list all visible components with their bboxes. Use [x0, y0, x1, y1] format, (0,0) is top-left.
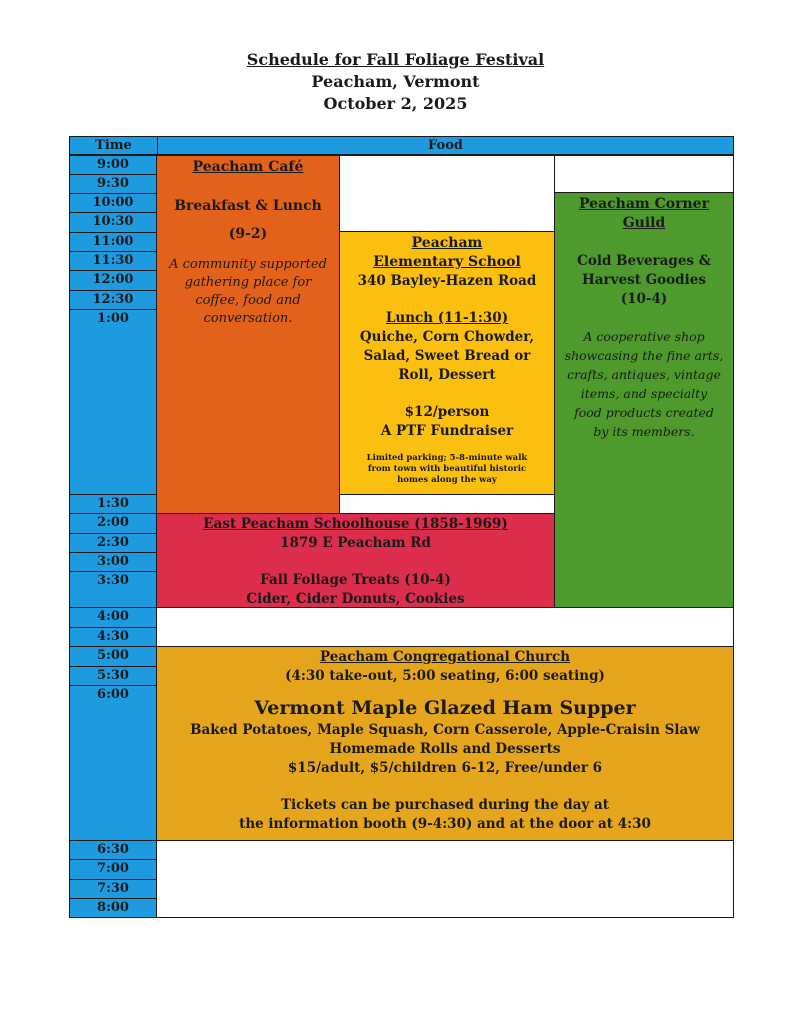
time-row-divider	[69, 627, 157, 628]
time-row-divider	[69, 840, 157, 841]
guild-block	[554, 192, 734, 608]
guild-name	[555, 195, 733, 233]
time-label: 12:30	[92, 292, 134, 307]
cafe-description	[157, 256, 339, 328]
schoolhouse-items: Cider, Cider Donuts, Cookies	[246, 591, 465, 607]
time-label: 12:00	[92, 272, 134, 287]
time-label: 9:30	[97, 176, 129, 191]
cafe-block	[156, 155, 340, 514]
time-label: 2:30	[97, 535, 129, 550]
school-parking-note	[340, 453, 554, 486]
empty-cell-school-bottom	[339, 494, 555, 514]
guild-desc-line: showcasing the fine arts,	[564, 348, 724, 363]
time-label: 11:30	[92, 253, 134, 268]
time-row-divider	[69, 232, 157, 233]
school-block	[339, 231, 555, 495]
time-row-divider	[69, 513, 157, 514]
time-row-divider	[69, 552, 157, 553]
time-label: 10:00	[92, 195, 134, 210]
time-row-divider	[69, 494, 157, 495]
school-address: 340 Bayley-Hazen Road	[357, 273, 537, 289]
empty-cell-guild-top	[554, 155, 734, 193]
time-label: 7:00	[97, 861, 129, 876]
cafe-desc-line: coffee, food and	[195, 293, 301, 308]
church-menu-line2: Homemade Rolls and Desserts	[329, 741, 561, 757]
time-row-divider	[69, 251, 157, 252]
church-tickets-line2: the information booth (9-4:30) and at the door at 4:30	[239, 816, 651, 832]
food-column-header: Food	[157, 136, 734, 155]
time-label: 4:00	[97, 609, 129, 624]
time-label: 7:30	[97, 881, 129, 896]
school-name-line: Elementary School	[373, 254, 521, 270]
cafe-name: Peacham Café	[192, 159, 304, 175]
time-label: 5:30	[97, 668, 129, 683]
time-row-divider	[69, 879, 157, 880]
time-row-divider	[69, 646, 157, 647]
cafe-meal: Breakfast & Lunch	[174, 198, 322, 214]
school-note-line: Limited parking; 5-8-minute walk	[366, 453, 528, 463]
guild-desc-line: by its members.	[593, 424, 695, 439]
guild-hours: (10-4)	[620, 291, 668, 307]
guild-desc-line: A cooperative shop	[583, 329, 705, 344]
church-name: Peacham Congregational Church	[319, 649, 571, 665]
time-label: 11:00	[92, 234, 134, 249]
school-menu-line: Salad, Sweet Bread or	[363, 348, 531, 364]
church-block	[156, 646, 734, 841]
time-row-divider	[69, 571, 157, 572]
page-subtitle-town: Peacham, Vermont	[311, 72, 480, 91]
guild-offer-line: Cold Beverages &	[577, 253, 711, 269]
church-tickets-line1: Tickets can be purchased during the day at	[280, 797, 610, 813]
church-times: (4:30 take-out, 5:00 seating, 6:00 seating)	[285, 668, 605, 684]
time-label: 3:00	[97, 554, 129, 569]
page-title: Schedule for Fall Foliage Festival	[246, 50, 545, 69]
time-label: 9:00	[97, 157, 129, 172]
time-label: 6:30	[97, 842, 129, 857]
guild-description	[555, 327, 733, 441]
time-label: 1:30	[97, 496, 129, 511]
church-price: $15/adult, $5/children 6-12, Free/under 6	[287, 760, 603, 776]
school-fundraiser: A PTF Fundraiser	[380, 423, 514, 439]
schoolhouse-treats: Fall Foliage Treats (10-4)	[260, 572, 451, 588]
schoolhouse-block	[156, 513, 555, 608]
guild-desc-line: crafts, antiques, vintage	[567, 367, 721, 382]
time-row-divider	[69, 666, 157, 667]
cafe-desc-line: gathering place for	[184, 275, 312, 290]
time-row-divider	[69, 859, 157, 860]
time-label: 3:30	[97, 573, 129, 588]
empty-cell-school-top	[339, 155, 555, 232]
guild-name-line: Guild	[622, 215, 666, 231]
cafe-hours: (9-2)	[228, 226, 268, 242]
time-label: 2:00	[97, 515, 129, 530]
time-label: 4:30	[97, 629, 129, 644]
time-label: 10:30	[92, 214, 134, 229]
school-note-line: homes along the way	[397, 475, 497, 485]
time-label: 1:00	[97, 311, 129, 326]
time-row-divider	[69, 533, 157, 534]
school-lunch: Lunch (11-1:30)	[385, 310, 509, 326]
time-row-divider	[69, 290, 157, 291]
church-supper-title: Vermont Maple Glazed Ham Supper	[254, 697, 636, 719]
time-row-divider	[69, 193, 157, 194]
time-label: 6:00	[97, 687, 129, 702]
school-name-line: Peacham	[411, 235, 483, 251]
time-label: 8:00	[97, 900, 129, 915]
time-row-divider	[69, 898, 157, 899]
school-name	[340, 234, 554, 272]
schoolhouse-name: East Peacham Schoolhouse (1858-1969)	[203, 516, 508, 532]
time-row-divider	[69, 685, 157, 686]
time-row-divider	[69, 607, 157, 608]
time-row-divider	[69, 212, 157, 213]
cafe-desc-line: conversation.	[203, 311, 293, 326]
schoolhouse-address: 1879 E Peacham Rd	[280, 535, 431, 551]
guild-desc-line: items, and specialty	[580, 386, 708, 401]
guild-desc-line: food products created	[574, 405, 714, 420]
time-label: 5:00	[97, 648, 129, 663]
school-menu	[340, 328, 554, 385]
guild-name-line: Peacham Corner	[579, 196, 709, 212]
empty-row-4pm	[156, 607, 734, 647]
school-price: $12/person	[404, 404, 490, 420]
time-row-divider	[69, 309, 157, 310]
time-row-divider	[69, 270, 157, 271]
church-menu-line1: Baked Potatoes, Maple Squash, Corn Casserole, Apple-Craisin Slaw	[190, 722, 700, 738]
guild-offer	[555, 252, 733, 290]
school-note-line: from town with beautiful historic	[367, 464, 527, 474]
school-menu-line: Quiche, Corn Chowder,	[359, 329, 535, 345]
time-row-divider	[69, 174, 157, 175]
empty-row-evening	[156, 840, 734, 918]
cafe-desc-line: A community supported	[169, 257, 327, 272]
school-menu-line: Roll, Dessert	[398, 367, 496, 383]
guild-offer-line: Harvest Goodies	[582, 272, 706, 288]
page-subtitle-date: October 2, 2025	[323, 94, 468, 113]
time-column-header: Time	[69, 136, 158, 155]
